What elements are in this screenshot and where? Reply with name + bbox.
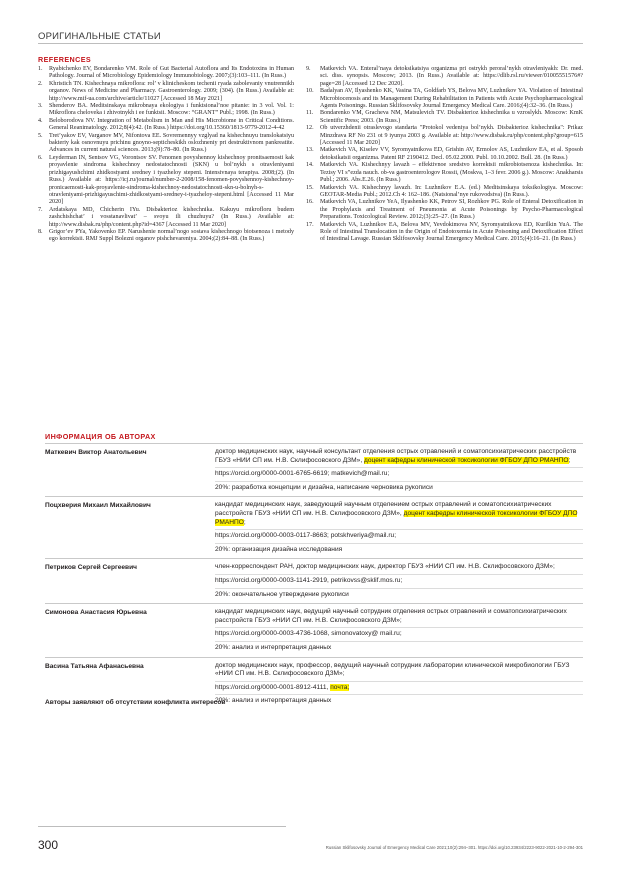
- author-info: [215, 499, 583, 556]
- author-contact: [215, 467, 583, 481]
- reference-text: Ardatskaya MD, Chicherin IYu. Disbakterioz kishechnika. Kakuyu mikrofloru budem zashchishchat’ i vosstanavlivat’ – svoyu ili chuzhuyu? (In Russ.) Available at: http://www.disbak.ru/php/content.php?id=4367 [Accessed 11 Mar 2020]: [49, 206, 294, 228]
- author-contact: [215, 529, 583, 543]
- author-position: [215, 499, 583, 529]
- author-row: [45, 496, 583, 558]
- author-info: [215, 446, 583, 494]
- reference-number: 10.: [306, 88, 314, 95]
- author-position: [215, 561, 583, 574]
- reference-number: 4.: [38, 117, 43, 124]
- footer-citation: Russian Sklifosovsky Journal of Emergency Medical Care 2021;10(2):294–301. https://doi.org/10.23934/2223-9022-2021-10-2-294-301: [325, 845, 583, 850]
- references-column-left: [38, 66, 294, 244]
- section-title: ОРИГИНАЛЬНЫЕ СТАТЬИ: [38, 31, 161, 42]
- reference-text: Badalyan AV, Ilyashenko KK, Vasina TA, Goldfarb YS, Belova MV, Luzhnikov YA. Violation of Intestinal Microbiocenosis and its Management During Rehabilitation in Patients with Acute Psychopharmacological Agents Poisonings. Russian Sklifosovsky Journal Emergency Medical Care. 2016;(4):32–36. (In Russ.): [320, 88, 583, 110]
- footer-divider: [38, 826, 286, 827]
- reference-item: [38, 66, 294, 81]
- reference-item: [38, 103, 294, 118]
- reference-number: 9.: [306, 66, 311, 72]
- author-name: Симонова Анастасия Юрьевна: [45, 609, 147, 617]
- reference-item: [306, 162, 583, 184]
- reference-text: Matkevich VA. Kishechnyy lavazh. In: Luzhnikov E.A. (ed.) Meditsinskaya toksikologiya. Moscow: GEOTAR-Media Publ.; 2012.Ch 4: 162–186. (Natsional’nye rukovodstva) (In Russ.).: [320, 184, 583, 198]
- author-position-text: доктор медицинских наук, научный консультант отделения острых отравлений и соматопсихиатрических расстройств ГБУЗ «НИИ СП им. Н.В. Склифосовского ДЗМ»,: [215, 448, 577, 464]
- author-position-text: кандидат медицинских наук, заведующий научным отделением острых отравлений и соматопсихиатрических расстройств ГБУЗ «НИИ СП им. Н.В. Склифосовского ДЗМ»,: [215, 501, 552, 517]
- reference-number: 13.: [306, 147, 314, 154]
- reference-item: [38, 155, 294, 207]
- reference-number: 1.: [38, 66, 43, 72]
- author-row: [45, 443, 583, 496]
- author-position: [215, 446, 583, 467]
- conflict-statement: Авторы заявляют об отсутствии конфликта интересов: [45, 699, 226, 706]
- reference-text: Khristich TN. Kishechnaya mikroflora: rol’ v klinicheskom techenii ryada zabolevaniy vnutrennikh organov. News of Medicine and Pharmacy. Gastroenterology. 2009; (304). (In Russ.) Available at: http://www.mif-ua.com/archive/article/11027 [Accessed 18 May 2021]: [49, 80, 294, 102]
- reference-text: Matkevich VA, Kiselev VV, Syromyatnikova ED, Grishin AV, Ermolov AS, Luzhnikov EA, et al. Sposob detoksikatsii organizma. Patent RF 2190412. Decl. 05.02.2000. Publ. 10.10.2002. Bull. 28. (In Russ.): [320, 147, 583, 161]
- reference-text: Matkevich VA, Luzhnikov YeA, Ilyashenko KK, Petrov SI, Rozhkov PG. Role of Enteral Detoxification in the Prophylaxis and Treatment of Pneumonia at Acute Poisonings by Psycho-Pharmacological Preparations. Toxicological Review. 2012;(3):25–27. (In Russ.): [320, 199, 583, 221]
- reference-text: Ryabichenko EV, Bondarenko VM. Role of Gut Bacterial Autoflora and Its Endotoxins in Human Pathology. Journal of Microbiology Epidemiology Immunobiology. 2007;(3):103–111. (In Russ.): [49, 66, 294, 80]
- author-info: [215, 561, 583, 601]
- reference-text: Ob utverzhdenii otraslevogo standarta "Protokol vedeniya bol’nykh. Disbakterioz kishechnika": Prikaz Minzdrava RF No 231 ot 9 iyunya 2003 g. Available at: http://www.disbak.ru/php/content.php?group=615 [Accessed 11 Mar 2020]: [320, 125, 583, 147]
- reference-item: [306, 88, 583, 110]
- author-contact-text: https://orcid.org/0000-0003-4736-1068, simonovatoxy@ mail.ru;: [215, 630, 402, 638]
- reference-number: 7.: [38, 206, 43, 213]
- reference-text: Bondarenko VM, Gracheva NM, Matsulevich TV. Disbakterioz kishechnika u vzroslykh. Moscow: KmK Scientific Press; 2003. (In Russ.): [320, 110, 583, 124]
- reference-item: [38, 229, 294, 244]
- reference-item: [306, 185, 583, 200]
- reference-number: 11.: [306, 110, 314, 117]
- reference-number: 5.: [38, 132, 43, 139]
- author-contribution: 20%: анализ и интерпретация данных: [215, 641, 583, 655]
- reference-number: 12.: [306, 125, 314, 132]
- author-name: Маткевич Виктор Анатольевич: [45, 449, 147, 456]
- author-position-end: ;: [568, 456, 571, 464]
- reference-text: Grigor’ev PYa, Yakovenko EP. Narushenie normal’nogo sostava kishechnogo biotsenoza i metody ego korrektsii. RMJ Suppl Bolezni organov pishchevareniya. 2004;(2):84–88. (In Russ.): [49, 228, 294, 243]
- reference-number: 3.: [38, 103, 43, 110]
- reference-item: [306, 66, 583, 88]
- author-position-text: член-корреспондент РАН, доктор медицинских наук, директор ГБУЗ «НИИ СП им. Н.В. Склифосовского ДЗМ»;: [215, 563, 555, 571]
- author-position-highlight: доцент кафедры клинической токсикологии ФГБОУ ДПО РМАНПО: [215, 509, 578, 526]
- author-position: [215, 660, 583, 681]
- author-position-text: кандидат медицинских наук, ведущий научный сотрудник отделения острых отравлений и соматопсихиатрических расстройств ГБУЗ «НИИ СП им. Н.В. Склифосовского ДЗМ»;: [215, 608, 567, 624]
- author-contact: [215, 574, 583, 588]
- author-row: [45, 558, 583, 603]
- author-contact-text: https://orcid.org/0000-0003-0117-8663; potskhveriya@mail.ru;: [215, 532, 397, 540]
- author-info: [215, 660, 583, 708]
- author-position: [215, 606, 583, 627]
- reference-text: Matkevich VA. Kishechnyy lavazh – effektivnoe sredstvo korrektsii mikrobiotsenoza kishechnika. In: Tezisy VI s”ezda nauch. ob-va gastroenterologov Rossii, (Moskva, 1–3 fevr. 2006 g.). Moscow: Anakharsis Publ.; 2006. Abs.E.26. (In Russ.): [320, 162, 583, 184]
- author-contribution: 20%: разработка концепции и дизайна, написание черновика рукописи: [215, 481, 583, 495]
- author-name: Васина Татьяна Афанасьевна: [45, 662, 144, 670]
- author-position-end: ;: [243, 518, 246, 526]
- reference-text: Tret’yakov EV, Varganov MV, Nifontova EE. Sovremennyy vzglyad na kishechnuyu translokatsiyu bakteriy kak osnovnuyu prichinu gnoyno-septicheskikh oslozhneniy pri destruktivnom pankreatite. Advances in current natural sciences. 2013;(9):78–80. (In Russ.): [49, 132, 294, 154]
- reference-text: Beloborodova NV. Integration of Metabolism in Man and His Microbiome in Critical Conditions. General Reanimatology. 2012;8(4):42. (In Russ.) https://doi.org/10.15360/1813-9779-2012-4-42: [49, 117, 294, 132]
- reference-item: [38, 81, 294, 103]
- author-position-highlight: доцент кафедры клинической токсикологии ФГБОУ ДПО РМАНПО: [363, 456, 569, 464]
- author-contact-text: https://orcid.org/0000-0001-8912-4111,: [215, 683, 331, 691]
- reference-number: 17.: [306, 221, 314, 228]
- references-heading: REFERENCES: [38, 55, 92, 64]
- author-contact-highlight: почта;: [330, 683, 350, 691]
- reference-item: [306, 222, 583, 244]
- reference-item: [38, 133, 294, 155]
- author-contribution: 20%: анализ и интерпретация данных: [215, 694, 583, 708]
- authors-heading: ИНФОРМАЦИЯ ОБ АВТОРАХ: [45, 432, 156, 441]
- page-number: 300: [38, 838, 59, 852]
- reference-number: 15.: [306, 184, 314, 191]
- references-column-right: [306, 66, 583, 244]
- author-contribution: 20%: окончательное утверждение рукописи: [215, 588, 583, 602]
- authors-table: [45, 443, 583, 710]
- author-info: [215, 606, 583, 654]
- author-contact: [215, 627, 583, 641]
- author-contact-text: https://orcid.org/0000-0001-6765-6619; matkevich@mail.ru;: [215, 470, 390, 478]
- author-contribution: 20%: организация дизайна исследования: [215, 543, 583, 557]
- reference-item: [38, 118, 294, 133]
- header-divider: [38, 43, 583, 44]
- reference-item: [306, 125, 583, 147]
- reference-number: 14.: [306, 162, 314, 169]
- author-contact: [215, 681, 583, 695]
- reference-item: [306, 199, 583, 221]
- author-row: [45, 603, 583, 656]
- author-contact-text: https://orcid.org/0000-0003-1141-2919, petrikovss@sklif.mos.ru;: [215, 576, 403, 584]
- reference-number: 8.: [38, 228, 43, 235]
- reference-number: 6.: [38, 154, 43, 161]
- reference-item: [306, 147, 583, 162]
- author-name: Поцхверия Михаил Михайлович: [45, 502, 151, 510]
- reference-text: Shenderov BA. Meditsinskaya mikrobnaya ekologiya i funktsional’noe pitanie: in 3 vol. Vol. 1: Mikroflora cheloveka i zhivotnykh i ee funktsii. Moscow: “GRANT” Publ.; 1998. (In Russ.): [49, 103, 294, 117]
- author-position-text: доктор медицинских наук, профессор, ведущий научный сотрудник лаборатории клинической микробиологии ГБУЗ «НИИ СП им. Н.В. Склифосовского ДЗМ»;: [215, 661, 570, 678]
- reference-text: Matkevich VA, Luzhnikov EA, Belova MV, Yevdokimova NV, Syromyatnikova ED, Kurilkin YuA. The Role of Intestinal Translocation in the Origin of Endotoxemia in Acute Poisoning and Detoxification Effect of Intestinal Lavage. Russian Sklifosovsky Journal Emergency Medical Care. 2015;(4):16–21. (In Russ.): [320, 221, 583, 243]
- reference-item: [306, 110, 583, 125]
- reference-number: 2.: [38, 80, 43, 87]
- reference-text: Matkevich VA. Enteral’naya detoksikatsiya organizma pri ostrykh peroral’nykh otravleniyakh: Dr. med. sci. diss. synopsis. Moscow; 2013. (In Russ.) Available at: https://dlib.rsl.ru/viewer/01005551576#?page=28 [Accessed 12 Dec 2020].: [320, 66, 583, 87]
- author-name: Петриков Сергей Сергеевич: [45, 564, 137, 572]
- reference-item: [38, 207, 294, 229]
- reference-text: Leyderman IN, Sentsov VG, Vorontsov SV. Fenomen povyshennoy kishechnoy pronitsaemosti kak proyavlenie sindroma kishechnoy nedostatochnosti (SKN) u bol’nykh s otravleniyami prizhigayushchimi zhidkostyami sredney i tyazheloy stepeni. Intensivnaya terapiya. 2008;(2). (In Russ.) Available at: https://icj.ru/journal/number-2-2008/158-fenomen-povyshennoy-kishechnoy-pronicaemosti-kak-proyavlenie-sindroma-kishechnoy-nedostatochnosti-skn-u-bolnyh-s-otravleniyami-prizhigayuschimi-zhidkostyami-sredney-i-tyazheloy-stepeni.html [Accessed 11 Mar 2020]: [49, 154, 294, 206]
- reference-number: 16.: [306, 199, 314, 206]
